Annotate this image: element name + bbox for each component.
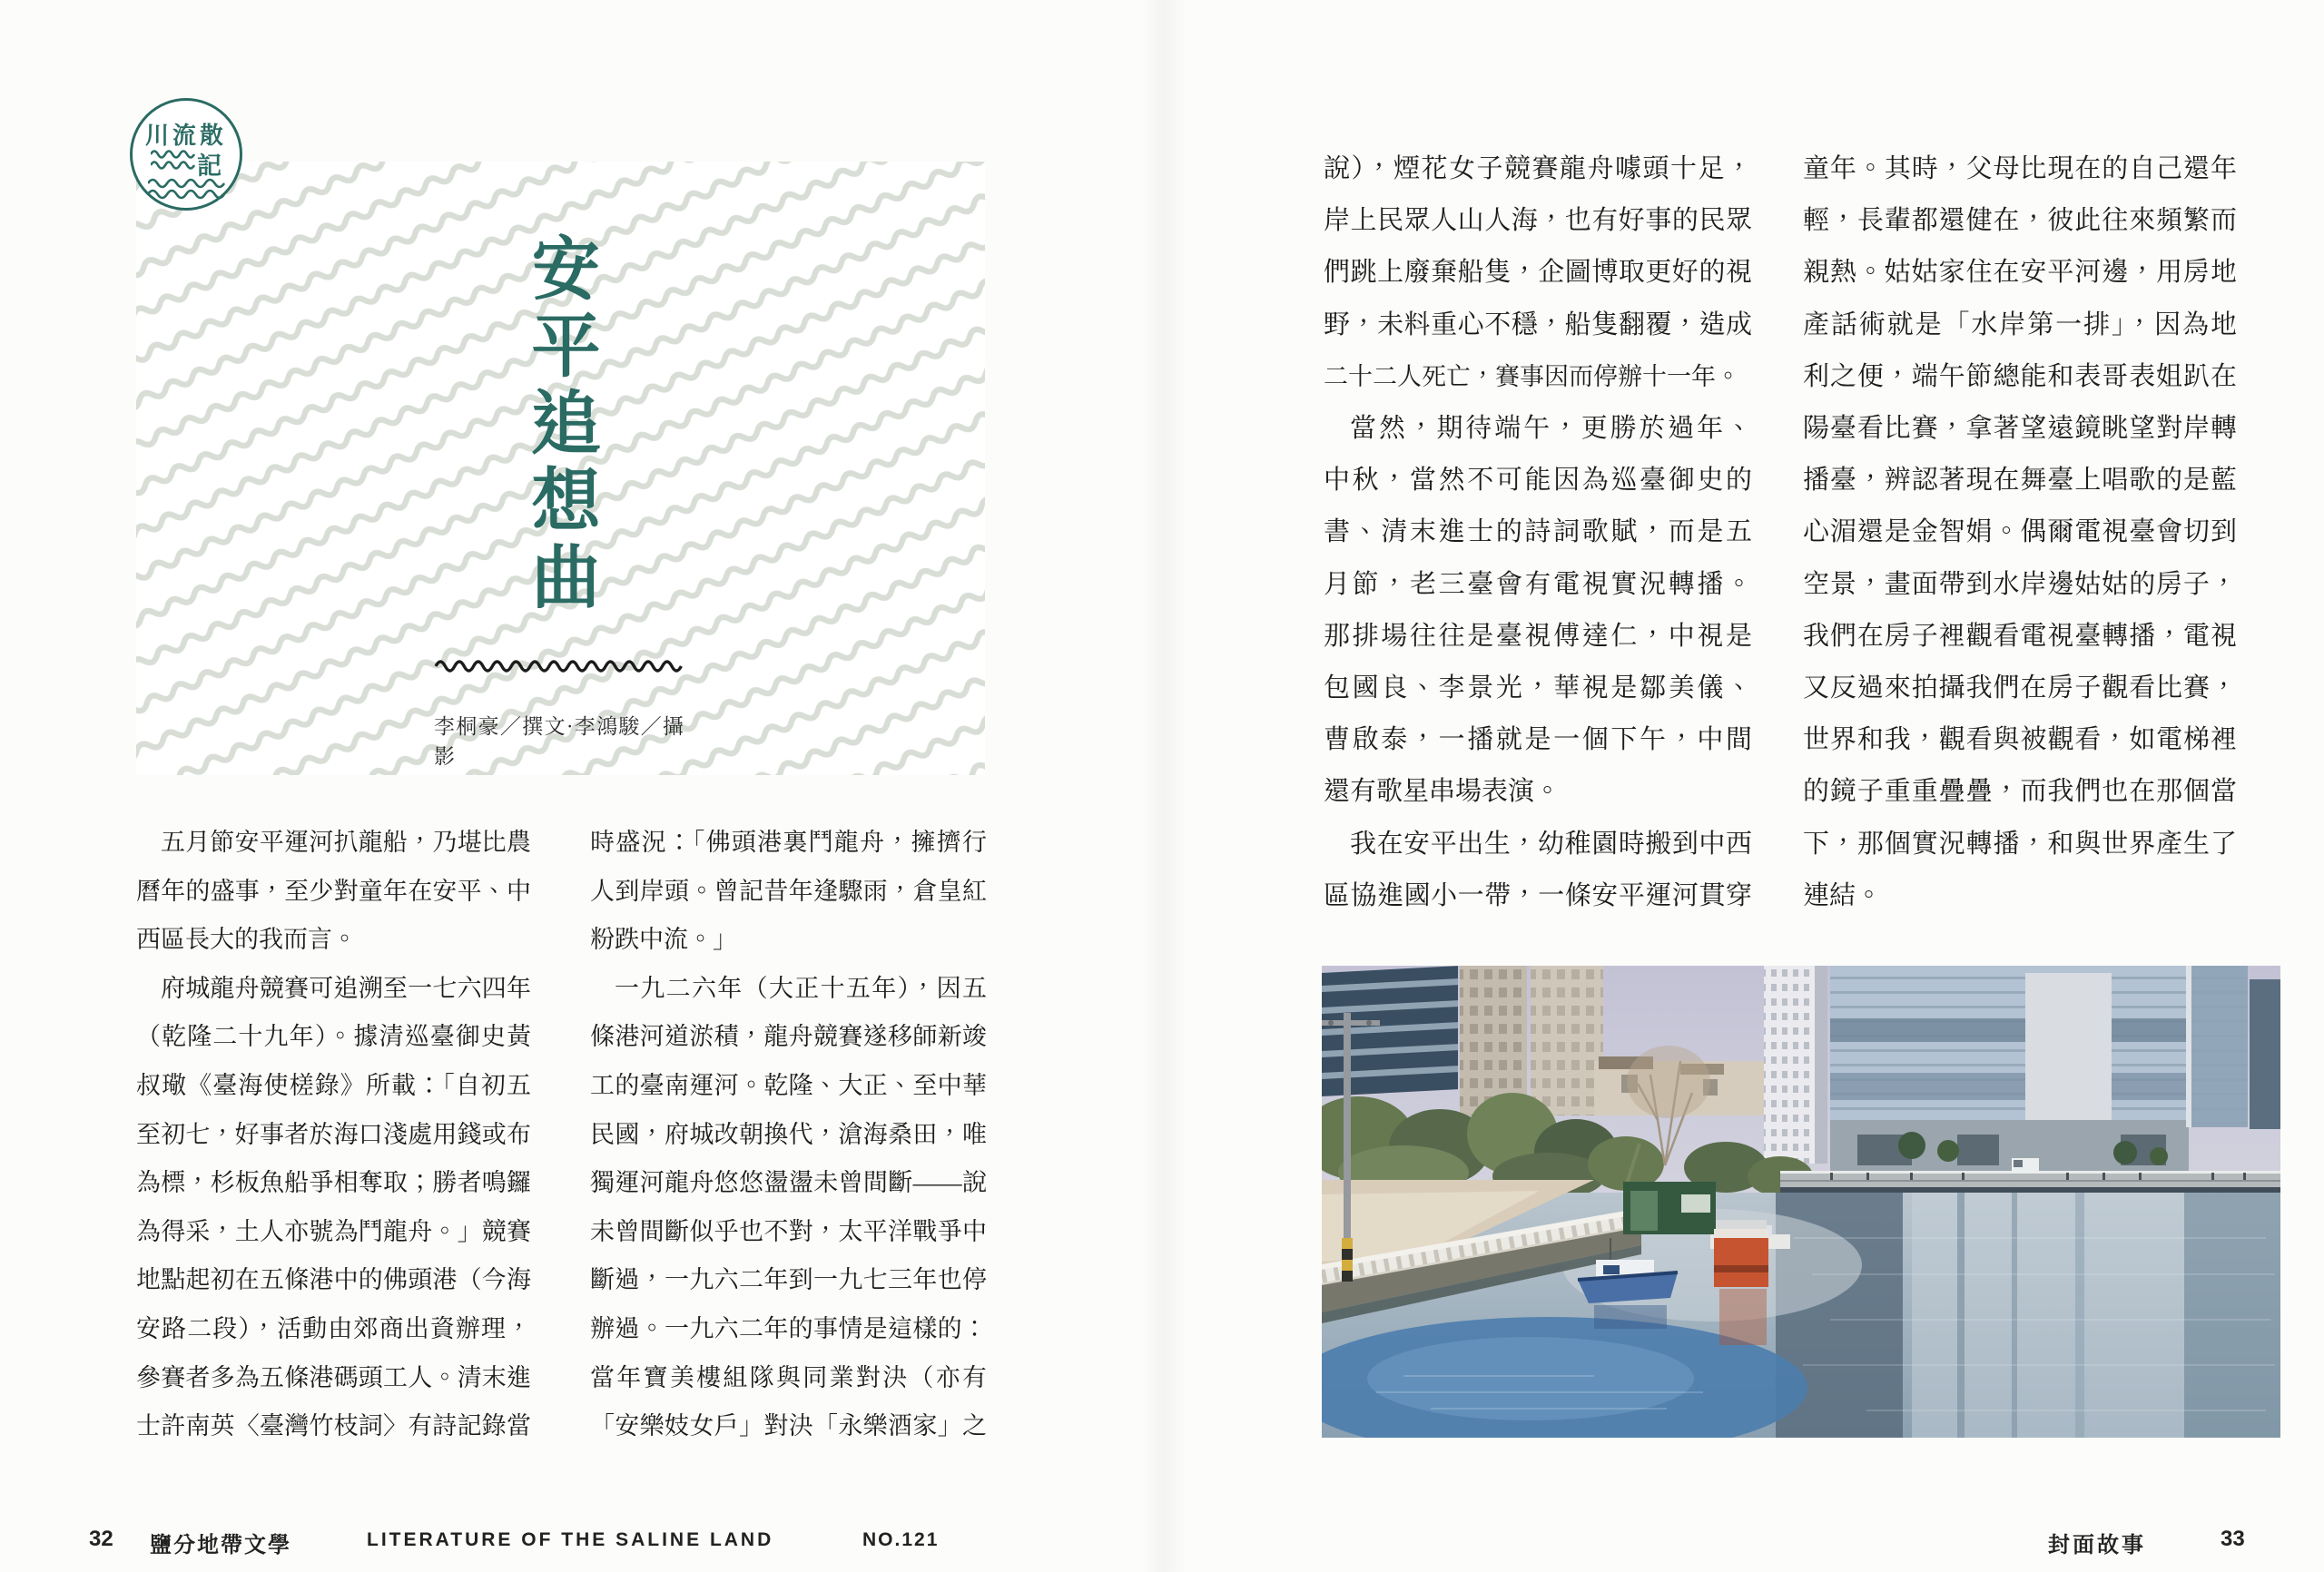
body-text-line: 西區長大的我而言。 [136,926,357,954]
badge-title-line1: 川流散 [144,123,227,149]
body-text-line: 獨運河龍舟悠悠盪盪未曾間斷——說 [590,1169,987,1197]
left-page-column-2 [590,819,987,1451]
badge-title-line2: 記 [197,152,222,180]
body-text-line: 五月節安平運河扒龍船，乃堪比農 [161,829,531,856]
body-text-line: 當然，期待端午，更勝於過年、 [1350,414,1752,444]
section-name: 封面故事 [2048,1533,2146,1557]
body-text-line: （乾隆二十九年）。據清巡臺御史黃 [136,1023,531,1051]
right-page-column-2 [1803,143,2237,922]
issue-number: NO.121 [862,1529,940,1550]
body-text-line: 心湄還是金智娟。偶爾電視臺會切到 [1803,517,2237,547]
magazine-name-en: LITERATURE OF THE SALINE LAND [367,1529,774,1550]
right-page-column-1 [1324,143,1752,922]
body-text-line: 利之便，端午節總能和表哥表姐趴在 [1803,361,2237,391]
body-text-line: 親熱。姑姑家住在安平河邊，用房地 [1803,258,2237,288]
body-text-line: 地點起初在五條港中的佛頭港（今海 [136,1266,531,1294]
body-text-line: 叔璥《臺海使槎錄》所載：「自初五 [136,1071,531,1099]
body-text-line: 至初七，好事者於海口淺處用錢或布 [136,1120,531,1148]
body-text-line: 曹啟泰，一播就是一個下午，中間 [1324,725,1752,755]
body-text-line: 人到岸頭。曾記昔年逢驟雨，倉皇紅 [590,877,987,905]
body-text-line: 當年寶美樓組隊與同業對決（亦有 [590,1363,987,1391]
body-text-line: 又反過來拍攝我們在房子觀看比賽， [1803,673,2237,703]
body-text-line: 說），煙花女子競賽龍舟噱頭十足， [1324,154,1752,183]
byline: 李桐豪／撰文·李鴻駿／攝影 [434,715,684,768]
title-wave-ornament [434,659,684,678]
body-text-line: 時盛況：「佛頭港裏鬥龍舟，擁擠行 [590,829,987,856]
body-text-line: 士許南英〈臺灣竹枝詞〉有詩記錄當 [136,1412,531,1440]
body-text-line: 為得采，土人亦號為鬥龍舟。」競賽 [136,1217,531,1245]
body-text-line: 月節，老三臺會有電視實況轉播。 [1324,569,1752,599]
left-page-column-1 [136,819,531,1451]
badge-waves-wide-icon [148,177,226,201]
body-text-line: 空景，畫面帶到水岸邊姑姑的房子， [1803,569,2237,599]
body-text-line: 下，那個實況轉播，和與世界產生了 [1803,829,2237,859]
body-text-line: 那排場往往是臺視傅達仁，中視是 [1324,621,1752,651]
body-text-line: 工的臺南運河。乾隆、大正、至中華 [590,1071,987,1099]
body-text-line: 我在安平出生，幼稚園時搬到中西 [1350,829,1752,859]
body-text-line: 中秋，當然不可能因為巡臺御史的 [1324,466,1752,496]
left-page-number: 32 [89,1527,113,1551]
body-text-line: 二十二人死亡，賽事因而停辦十一年。 [1324,362,1740,390]
column-badge [130,98,242,211]
body-text-line: 民國，府城改朝換代，滄海桑田，唯 [590,1120,987,1148]
body-text-line: 一九二六年（大正十五年），因五 [615,974,987,1002]
body-text-line: 條港河道淤積，龍舟競賽遂移師新竣 [590,1023,987,1051]
body-text-line: 書、清末進士的詩詞歌賦，而是五 [1324,517,1752,547]
body-text-line: 岸上民眾人山人海，也有好事的民眾 [1324,206,1752,236]
body-text-line: 斷過，一九六二年到一九七三年也停 [590,1266,987,1294]
body-text-line: 辦過。一九六二年的事情是這樣的： [590,1314,987,1342]
body-text-line: 參賽者多為五條港碼頭工人。清末進 [136,1363,531,1391]
body-text-line: 府城龍舟競賽可追溯至一七六四年 [161,974,531,1002]
body-text-line: 包國良、李景光，華視是鄒美儀、 [1324,673,1752,703]
body-text-line: 安路二段），活動由郊商出資辦理， [136,1314,531,1342]
body-text-line: 們跳上廢棄船隻，企圖博取更好的視 [1324,258,1752,288]
body-text-line: 曆年的盛事，至少對童年在安平、中 [136,877,531,905]
body-text-line: 未曾間斷似乎也不對，太平洋戰爭中 [590,1217,987,1245]
body-text-line: 世界和我，觀看與被觀看，如電梯裡 [1803,725,2237,755]
body-text-line: 區協進國小一帶，一條安平運河貫穿 [1324,880,1752,910]
body-text-line: 粉跌中流。」 [590,926,737,954]
page-gutter [1142,0,1186,1572]
body-text-line: 播臺，辨認著現在舞臺上唱歌的是藍 [1803,466,2237,496]
body-text-line: 產話術就是「水岸第一排」，因為地 [1803,309,2237,339]
body-text-line: 為標，杉板魚船爭相奪取；勝者鳴鑼 [136,1169,531,1197]
magazine-name-zh: 鹽分地帶文學 [150,1533,291,1557]
body-text-line: 我們在房子裡觀看電視臺轉播，電視 [1803,621,2237,651]
body-text-line: 連結。 [1803,880,1883,910]
right-page-number: 33 [2221,1527,2245,1551]
article-title-vertical: 安平追想曲 [521,232,597,618]
body-text-line: 輕，長輩都還健在，彼此往來頻繁而 [1803,206,2237,236]
body-text-line: 還有歌星串場表演。 [1324,777,1561,807]
body-text-line: 「安樂妓女戶」對決「永樂酒家」之 [590,1412,987,1440]
canal-photo [1322,966,2280,1438]
body-text-line: 童年。其時，父母比現在的自己還年 [1803,154,2237,183]
body-text-line: 陽臺看比賽，拿著望遠鏡眺望對岸轉 [1803,414,2237,444]
body-text-line: 的鏡子重重疊疊，而我們也在那個當 [1803,777,2237,807]
badge-waves-icon [151,148,198,172]
body-text-line: 野，未料重心不穩，船隻翻覆，造成 [1324,309,1752,339]
